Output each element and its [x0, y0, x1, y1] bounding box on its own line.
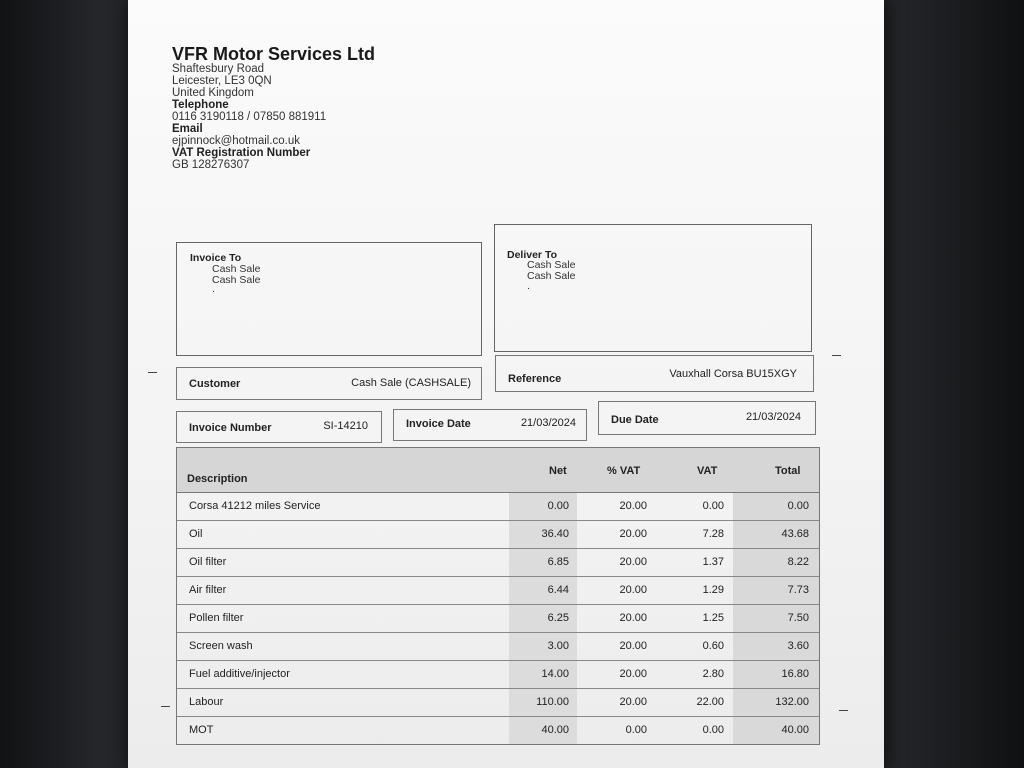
item-vat: 0.00	[702, 724, 724, 736]
item-pct-vat: 20.00	[619, 556, 647, 568]
item-total: 8.22	[787, 556, 809, 568]
item-description: Fuel additive/injector	[189, 668, 290, 680]
item-vat: 1.29	[702, 584, 724, 596]
invoice-number-value: SI-14210	[323, 420, 368, 432]
due-date-value: 21/03/2024	[745, 411, 801, 423]
item-total: 132.00	[775, 696, 809, 708]
table-row	[177, 661, 819, 689]
header-total: Total	[775, 465, 801, 477]
deliver-to-line: .	[527, 280, 530, 292]
item-vat: 1.37	[702, 556, 724, 568]
item-net: 40.00	[541, 724, 569, 736]
reference-value: Vauxhall Corsa BU15XGY	[669, 368, 797, 380]
invoice-to-line: Cash Sale	[212, 274, 261, 286]
header-net: Net	[549, 465, 567, 477]
vat-registration-label: VAT Registration Number	[172, 147, 311, 159]
item-vat: 7.28	[702, 528, 724, 540]
item-description: Pollen filter	[189, 612, 244, 624]
deliver-to-box	[494, 224, 812, 352]
item-description: Oil filter	[189, 556, 227, 568]
item-pct-vat: 20.00	[619, 612, 647, 624]
email-label: Email	[172, 123, 203, 135]
item-description: Labour	[189, 696, 224, 708]
telephone-label: Telephone	[172, 99, 229, 111]
reference-field	[495, 355, 814, 392]
item-vat: 2.80	[702, 668, 724, 680]
reference-label: Reference	[508, 373, 562, 385]
item-total: 16.80	[781, 668, 809, 680]
item-description: Screen wash	[189, 640, 253, 652]
customer-label: Customer	[189, 378, 241, 390]
invoice-paper	[128, 0, 884, 768]
item-net: 6.25	[547, 612, 569, 624]
header-description: Description	[187, 473, 248, 485]
item-net: 6.85	[547, 556, 569, 568]
fold-mark	[161, 706, 170, 707]
item-total: 40.00	[781, 724, 809, 736]
invoice-date-field	[393, 409, 587, 441]
item-total: 43.68	[781, 528, 809, 540]
invoice-date-label: Invoice Date	[406, 418, 471, 430]
company-details	[172, 63, 326, 171]
item-description: Oil	[189, 528, 203, 540]
table-row	[177, 633, 819, 661]
item-pct-vat: 20.00	[619, 584, 647, 596]
invoice-to-line: Cash Sale	[212, 263, 261, 275]
invoice-date-value: 21/03/2024	[520, 417, 576, 429]
customer-field	[176, 367, 482, 400]
item-net: 14.00	[541, 668, 569, 680]
item-pct-vat: 20.00	[619, 696, 647, 708]
table-row	[177, 689, 819, 717]
invoice-to-line: .	[212, 283, 215, 295]
item-pct-vat: 20.00	[619, 640, 647, 652]
item-pct-vat: 0.00	[625, 724, 647, 736]
item-vat: 0.60	[702, 640, 724, 652]
fold-mark	[839, 710, 848, 711]
fold-mark	[148, 372, 157, 373]
item-pct-vat: 20.00	[619, 668, 647, 680]
company-name: VFR Motor Services Ltd	[172, 44, 376, 64]
item-vat: 1.25	[702, 612, 724, 624]
table-row	[177, 577, 819, 605]
deliver-to-line: Cash Sale	[527, 270, 576, 282]
item-pct-vat: 20.00	[619, 528, 647, 540]
line-items-table	[176, 447, 820, 745]
item-description: MOT	[189, 724, 214, 736]
table-row	[177, 549, 819, 577]
item-net: 6.44	[547, 584, 569, 596]
item-net: 110.00	[536, 696, 569, 708]
item-vat: 22.00	[696, 696, 724, 708]
item-net: 36.40	[541, 528, 569, 540]
item-description: Corsa 41212 miles Service	[189, 500, 321, 512]
deliver-to-title: Deliver To	[507, 249, 557, 261]
invoice-to-title: Invoice To	[190, 252, 242, 264]
invoice-number-label: Invoice Number	[189, 422, 272, 434]
item-total: 7.50	[787, 612, 809, 624]
header-vat: VAT	[697, 465, 718, 477]
address-line: United Kingdom	[172, 87, 254, 99]
item-net: 3.00	[547, 640, 569, 652]
due-date-label: Due Date	[611, 414, 659, 426]
email-value: ejpinnock@hotmail.co.uk	[172, 135, 301, 147]
vat-registration-value: GB 128276307	[172, 159, 250, 171]
table-row	[177, 605, 819, 633]
item-total: 7.73	[787, 584, 809, 596]
item-vat: 0.00	[702, 500, 724, 512]
address-line: Shaftesbury Road	[172, 63, 265, 75]
item-pct-vat: 20.00	[619, 500, 647, 512]
address-line: Leicester, LE3 0QN	[172, 75, 272, 87]
item-total: 3.60	[787, 640, 809, 652]
customer-value: Cash Sale (CASHSALE)	[351, 377, 471, 389]
fold-mark	[832, 355, 841, 356]
item-total: 0.00	[787, 500, 809, 512]
item-net: 0.00	[547, 500, 569, 512]
header-pct-vat: % VAT	[607, 465, 641, 477]
table-row	[177, 521, 819, 549]
due-date-field	[598, 401, 816, 435]
deliver-to-line: Cash Sale	[527, 259, 576, 271]
invoice-to-box	[176, 242, 482, 356]
table-header	[177, 448, 819, 493]
item-description: Air filter	[189, 584, 227, 596]
table-row	[177, 493, 819, 521]
invoice-number-field	[176, 411, 382, 443]
table-row	[177, 717, 819, 744]
telephone-value: 0116 3190118 / 07850 881911	[172, 111, 327, 123]
